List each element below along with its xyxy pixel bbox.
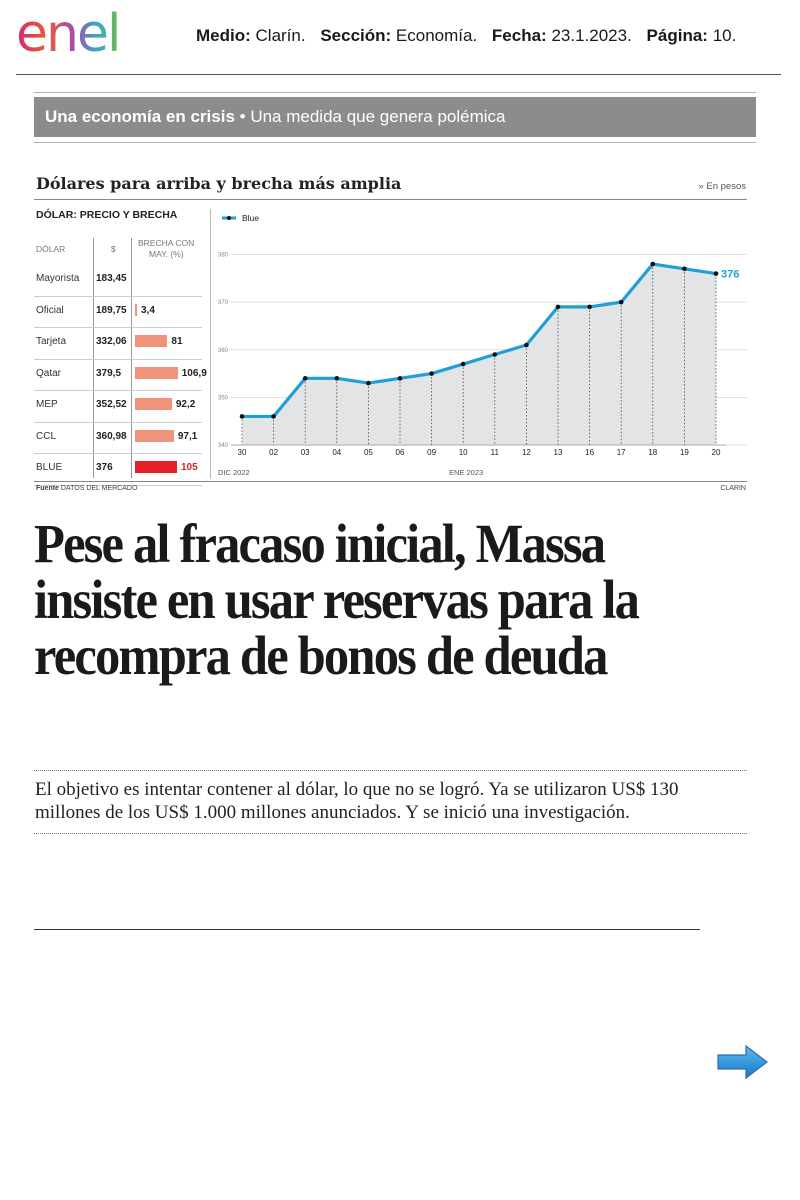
header-divider bbox=[16, 74, 781, 75]
data-point bbox=[303, 376, 308, 381]
section-band-bullet: • bbox=[239, 107, 246, 126]
x-tick-label: 04 bbox=[332, 448, 342, 457]
data-point bbox=[493, 352, 498, 357]
x-tick-label: 05 bbox=[363, 448, 373, 457]
row-brecha-value: 92,2 bbox=[175, 399, 196, 410]
next-page-button[interactable] bbox=[716, 1044, 770, 1080]
y-tick-label: 350 bbox=[217, 395, 228, 402]
row-brecha-value: 3,4 bbox=[141, 304, 155, 316]
data-point bbox=[619, 300, 624, 305]
y-tick-label: 340 bbox=[217, 443, 228, 449]
seccion-value: Economía. bbox=[395, 26, 478, 45]
table-row bbox=[34, 297, 202, 329]
y-tick-label: 370 bbox=[217, 300, 228, 307]
data-point bbox=[398, 376, 403, 381]
table-header-price: $ bbox=[111, 244, 116, 254]
pagina-label: Página: bbox=[646, 26, 708, 45]
data-point bbox=[651, 262, 656, 267]
table-row bbox=[34, 423, 202, 455]
data-point bbox=[461, 362, 466, 367]
fecha-value: 23.1.2023. bbox=[551, 26, 632, 45]
legend-label: Blue bbox=[242, 213, 260, 223]
x-tick-label: 30 bbox=[237, 448, 247, 457]
summary-top-dots bbox=[34, 770, 747, 771]
x-tick-label: 13 bbox=[553, 448, 563, 457]
y-tick-label: 380 bbox=[217, 252, 228, 259]
row-brecha-bar bbox=[135, 430, 174, 442]
x-tick-label: 11 bbox=[490, 448, 499, 457]
row-brecha-value: 105 bbox=[181, 462, 198, 473]
table-row bbox=[34, 391, 202, 423]
fecha-label: Fecha: bbox=[491, 26, 547, 45]
summary-bottom-dots bbox=[34, 833, 747, 834]
infographic-credit: CLARIN bbox=[720, 485, 746, 492]
table-header-dolar: DÓLAR bbox=[36, 244, 66, 254]
row-brecha-bar bbox=[135, 304, 137, 316]
medio-value: Clarín. bbox=[255, 26, 306, 45]
row-brecha-value: 97,1 bbox=[177, 430, 198, 442]
infographic-source bbox=[36, 485, 137, 492]
data-point bbox=[587, 305, 592, 310]
article-summary: El objetivo es intentar contener al dólar, lo que no se logró. Ya se utilizaron US$ 130 millones de los US$ 1.000 millones anunciados. Y se inició una investigación. bbox=[35, 779, 679, 823]
x-tick-label: 16 bbox=[585, 448, 595, 457]
data-point bbox=[682, 267, 687, 272]
table-row bbox=[34, 265, 202, 297]
row-dollar-name: Mayorista bbox=[36, 273, 80, 284]
logo-text: enel bbox=[16, 4, 120, 64]
data-point bbox=[271, 414, 276, 419]
table-title: DÓLAR: PRECIO Y BRECHA bbox=[36, 209, 178, 221]
section-band-top-rule bbox=[34, 92, 756, 93]
table-header-brecha-2: MAY. (%) bbox=[149, 249, 184, 259]
row-price: 189,75 bbox=[96, 304, 127, 316]
row-price: 360,98 bbox=[96, 430, 127, 442]
row-brecha-bar bbox=[135, 335, 167, 347]
section-band-bottom-rule bbox=[34, 142, 756, 143]
infographic-top-rule bbox=[34, 199, 747, 200]
blue-dollar-chart bbox=[211, 205, 747, 480]
x-tick-label: 10 bbox=[458, 448, 468, 457]
period-label-dec: DIC 2022 bbox=[218, 468, 250, 477]
table-row bbox=[34, 360, 207, 392]
data-point bbox=[240, 414, 245, 419]
period-label-jan: ENE 2023 bbox=[449, 468, 484, 477]
data-point bbox=[524, 343, 529, 348]
table-header-brecha-1: BRECHA CON bbox=[138, 238, 195, 248]
row-dollar-name: BLUE bbox=[36, 462, 63, 473]
row-dollar-name: Oficial bbox=[36, 304, 64, 316]
row-dollar-name: Qatar bbox=[36, 367, 62, 379]
infographic-unit: » En pesos bbox=[698, 181, 746, 192]
legend-marker bbox=[227, 216, 231, 220]
data-point bbox=[556, 305, 561, 310]
data-point bbox=[335, 376, 340, 381]
x-tick-label: 09 bbox=[427, 448, 437, 457]
row-brecha-bar bbox=[135, 461, 177, 473]
row-brecha-value: 81 bbox=[171, 336, 183, 347]
row-dollar-name: MEP bbox=[36, 399, 58, 410]
row-brecha-bar bbox=[135, 398, 172, 410]
article-headline: Pese al fracaso inicial, Massa insiste en usar reservas para la recompra de bonos de deuda bbox=[34, 513, 639, 686]
clipping-metadata bbox=[196, 26, 736, 46]
table-row bbox=[34, 328, 202, 360]
row-price: 352,52 bbox=[96, 399, 127, 410]
data-point bbox=[366, 381, 371, 386]
row-price: 183,45 bbox=[96, 273, 127, 284]
medio-label: Medio: bbox=[196, 26, 251, 45]
y-tick-label: 360 bbox=[217, 347, 228, 354]
seccion-label: Sección: bbox=[320, 26, 392, 45]
data-point bbox=[429, 371, 434, 376]
pagina-value: 10. bbox=[712, 26, 737, 45]
row-brecha-value: 106,9 bbox=[181, 367, 207, 379]
x-tick-label: 03 bbox=[300, 448, 310, 457]
x-tick-label: 19 bbox=[679, 448, 689, 457]
x-tick-label: 17 bbox=[616, 448, 626, 457]
x-tick-label: 20 bbox=[711, 448, 721, 457]
x-tick-label: 18 bbox=[648, 448, 658, 457]
source-label: Fuente bbox=[36, 485, 59, 492]
x-tick-label: 12 bbox=[521, 448, 531, 457]
row-price: 379,5 bbox=[96, 367, 122, 379]
enel-logo bbox=[16, 4, 171, 68]
section-band bbox=[34, 97, 756, 137]
x-tick-label: 02 bbox=[269, 448, 279, 457]
infographic-title: Dólares para arriba y brecha más amplia bbox=[36, 174, 402, 193]
article-end-rule bbox=[34, 929, 700, 930]
row-dollar-name: Tarjeta bbox=[36, 336, 67, 347]
x-tick-label: 06 bbox=[395, 448, 405, 457]
row-price: 376 bbox=[96, 462, 113, 473]
infographic-bottom-rule bbox=[34, 481, 747, 482]
last-value-label: 376 bbox=[721, 268, 740, 281]
row-price: 332,06 bbox=[96, 336, 127, 347]
section-band-rest: Una medida que genera polémica bbox=[250, 107, 506, 126]
row-dollar-name: CCL bbox=[36, 430, 57, 442]
section-band-bold: Una economía en crisis bbox=[45, 107, 235, 126]
row-brecha-bar bbox=[135, 367, 178, 379]
source-text: DATOS DEL MERCADO bbox=[60, 485, 138, 492]
area-fill bbox=[242, 264, 716, 445]
arrow-right-icon bbox=[716, 1044, 770, 1080]
data-point bbox=[714, 271, 719, 276]
